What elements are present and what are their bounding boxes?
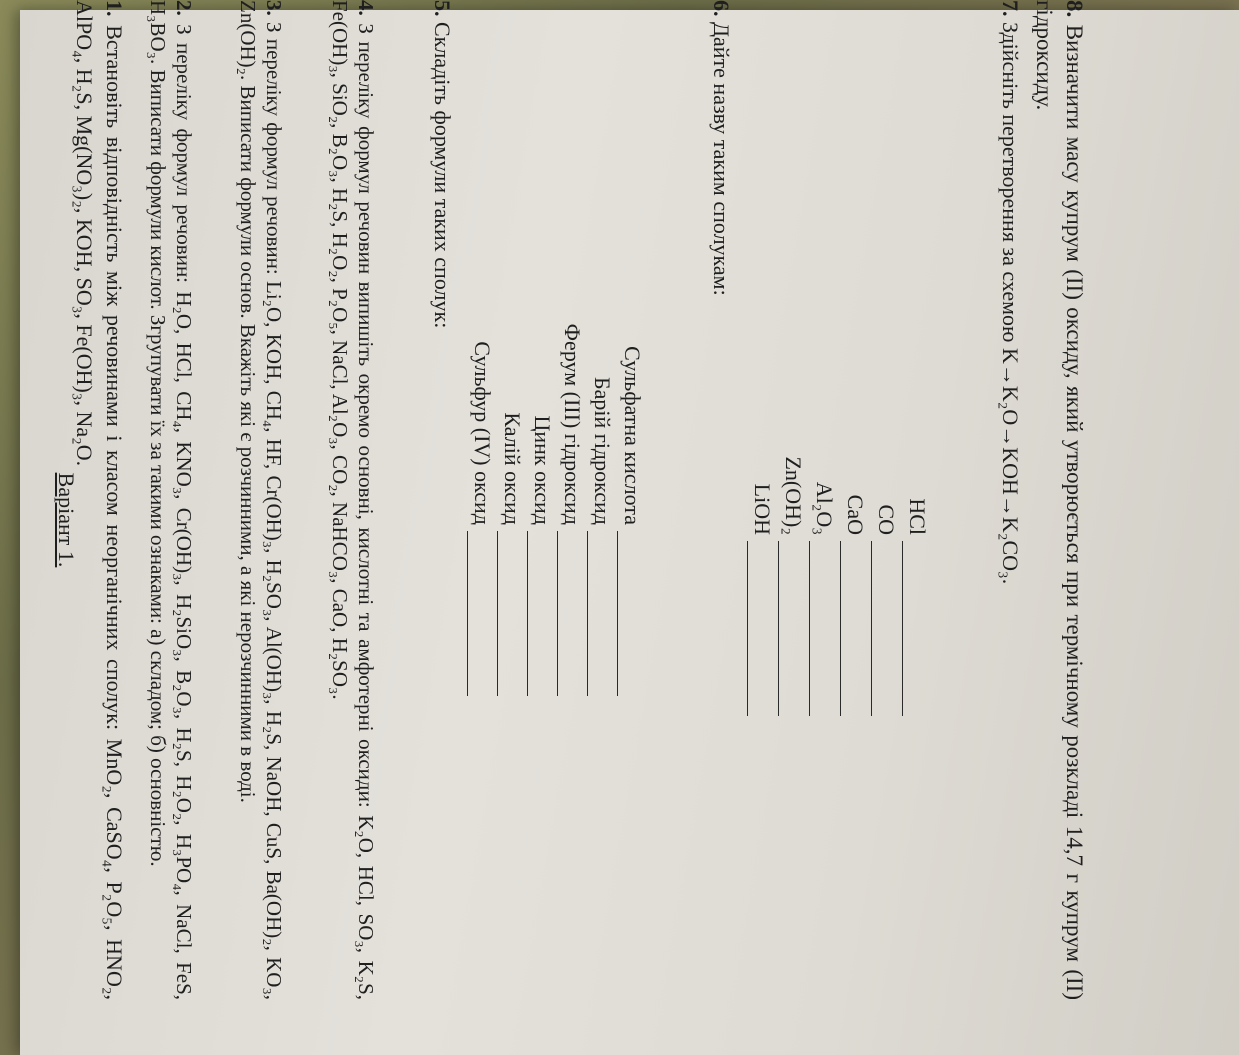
task-2-number: 2. (172, 0, 196, 16)
worksheet (39, 0, 1239, 1040)
task-7-number: 7. (998, 0, 1023, 17)
compound-row (617, 180, 647, 696)
task-6-text: Дайте назву таким сполукам: (709, 22, 734, 296)
formula-label: LiOH (750, 483, 775, 535)
answer-blank[interactable] (809, 541, 834, 716)
formula-row (778, 300, 808, 716)
compound-label: Сульфатна кислота (620, 346, 645, 525)
task-5-text: Складіть формули таких сполук: (430, 22, 455, 329)
task-1-number: 1. (102, 0, 127, 17)
task-5 (427, 0, 457, 1000)
answer-blank[interactable] (467, 531, 492, 696)
answer-blank[interactable] (871, 541, 896, 716)
answer-blank[interactable] (747, 541, 772, 716)
compound-label: Ферум (III) гідроксид (560, 323, 585, 525)
answer-blank[interactable] (587, 531, 612, 696)
compound-label: Барій гідроксид (590, 377, 615, 525)
formula-label: Zn(OH)₂ (781, 456, 806, 535)
task-2-text: З переліку формул речовин: H₂O, HCl, CH₄, KNO₃, Cr(OH)₃, H₂SiO₃, B₂O₃, H₂S, H₂O₂, H₃PO₄, NaCl, FeS, H₃BO₃. Виписати формули кислот. Згрупувати їх за такими ознаками: а) складом; б) основністю. (146, 0, 196, 1000)
compound-row (587, 180, 617, 696)
answer-blank[interactable] (497, 531, 522, 696)
task-2 (145, 0, 197, 1000)
task-3-text: З переліку формул речовин: Li₂O, KOH, CH₄, HF, Cr(OH)₃, H₂SO₃, Al(OH)₃, H₂S, NaOH, CuS, Ba(OH)₂, KO₃, Zn(OH)₂. Виписати формули основ. Вкажіть які є розчинними, а які нерозчинними в воді. (236, 0, 286, 1001)
task-5-number: 5. (430, 0, 455, 17)
task-4 (327, 0, 379, 1000)
answer-blank[interactable] (617, 531, 642, 696)
formula-row (840, 300, 870, 716)
task-8-text: Визначити масу купрум (II) оксиду, який утворюється при термічному розкладі 14,7 г купрум (II) гідроксиду. (1032, 0, 1087, 1001)
answer-blank[interactable] (778, 541, 803, 716)
task-1-text: Встановіть відповідність між речовинами і класом неорганічних сполук: MnO₂, CaSO₄, P₂O₅, HNO₂, AlPO₄, H₂S, Mg(NO₃)₂, KOH, SO₃, Fe(OH)₃, Na₂O. (72, 0, 127, 1001)
task-6-number: 6. (709, 0, 734, 17)
compound-row (557, 180, 587, 696)
compound-label: Сульфур (IV) оксид (470, 341, 495, 525)
task-4-number: 4. (354, 0, 378, 16)
compound-row (467, 180, 497, 696)
formula-row (871, 300, 901, 716)
formula-label: HCl (905, 498, 930, 535)
formula-label: Al₂O₃ (812, 481, 837, 535)
worksheet-title: Варіант 1. (54, 472, 79, 568)
compound-row (527, 180, 557, 696)
formula-label: CaO (843, 494, 868, 535)
answer-blank[interactable] (557, 531, 582, 696)
task-8 (1029, 0, 1089, 1000)
task-3-number: 3. (262, 0, 286, 16)
task-1 (69, 0, 129, 1000)
formula-label: CO (874, 504, 899, 535)
task-6 (706, 0, 736, 1000)
formula-row (902, 300, 932, 716)
task-3 (235, 0, 287, 1000)
answer-blank[interactable] (902, 541, 927, 716)
task-4-text: З переліку формул речовин випишіть окремо основні, кислотні та амфотерні оксиди: K₂O, HCl, SO₃, K₂S, Fe(OH)₃, SiO₂, B₂O₃, H₂S, H₂O₂, P₂O₅, NaCl, Al₂O₃, CO₂, NaHCO₃, CaO, H₂SO₃. (328, 0, 378, 1001)
task-8-number: 8. (1062, 0, 1087, 18)
task-7 (995, 0, 1025, 1000)
formula-row (809, 300, 839, 716)
compound-row (497, 180, 527, 696)
compound-label: Цинк оксид (530, 415, 555, 525)
task-7-text: Здійсніть перетворення за схемою K→K₂O→KOH→K₂CO₃. (998, 22, 1023, 585)
compound-label: Калій оксид (500, 412, 525, 525)
answer-blank[interactable] (840, 541, 865, 716)
answer-blank[interactable] (527, 531, 552, 696)
formula-row (747, 300, 777, 716)
